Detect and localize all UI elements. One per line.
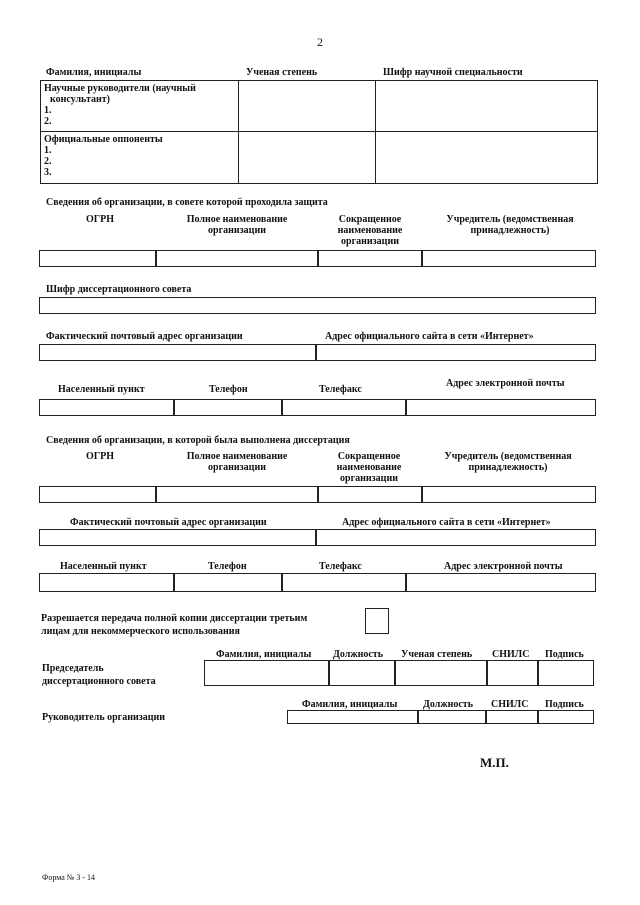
defense-org-title: Сведения об организации, в совете которой проходила защита: [46, 197, 328, 208]
work-org-founder-field[interactable]: [422, 486, 596, 503]
work-org-email-label: Адрес электронной почты: [444, 561, 563, 572]
head-signature-field[interactable]: [538, 710, 594, 724]
work-org-email-field[interactable]: [406, 573, 596, 592]
opponent-1: 1.: [44, 145, 52, 156]
defense-org-site-label: Адрес официального сайта в сети «Интернет»: [325, 331, 534, 342]
work-org-postal-label: Фактический почтовый адрес организации: [70, 517, 267, 528]
defense-org-ogrn-label: ОГРН: [85, 214, 115, 225]
chair-degree-field[interactable]: [395, 660, 487, 686]
work-org-short-name-line1: Сокращенное: [337, 451, 401, 462]
work-org-founder-label: [428, 451, 588, 473]
head-col-position: Должность: [423, 699, 474, 710]
head-col-signature: Подпись: [545, 699, 584, 710]
defense-org-full-name-field[interactable]: [156, 250, 318, 267]
work-org-title: Сведения об организации, в которой была выполнена диссертация: [46, 435, 350, 446]
opponent-2: 2.: [44, 156, 52, 167]
defense-org-phone-label: Телефон: [209, 384, 248, 395]
chair-col-signature: Подпись: [545, 649, 584, 660]
work-org-phone-field[interactable]: [174, 573, 282, 592]
defense-org-founder-field[interactable]: [422, 250, 596, 267]
head-snils-field[interactable]: [486, 710, 538, 724]
work-org-founder-line2: принадлежность): [468, 462, 548, 473]
defense-org-city-field[interactable]: [39, 399, 174, 416]
defense-org-short-name-label: [320, 214, 420, 247]
header-specialty-code: Шифр научной специальности: [383, 67, 523, 78]
council-code-field[interactable]: [39, 297, 596, 314]
defense-org-fax-field[interactable]: [282, 399, 406, 416]
chair-signature-field[interactable]: [538, 660, 594, 686]
council-code-label: Шифр диссертационного совета: [46, 284, 192, 295]
work-org-city-label: Населенный пункт: [60, 561, 147, 572]
defense-org-full-name-line2: организации: [208, 225, 266, 236]
chair-snils-field[interactable]: [487, 660, 538, 686]
defense-org-founder-line1: Учредитель (ведомственная: [446, 214, 574, 225]
head-position-field[interactable]: [418, 710, 486, 724]
head-surname-field[interactable]: [287, 710, 418, 724]
permission-line1: Разрешается передача полной копии диссертации третьим: [41, 613, 308, 624]
work-org-ogrn-label: ОГРН: [85, 451, 115, 462]
defense-org-site-field[interactable]: [316, 344, 596, 361]
work-org-full-name-field[interactable]: [156, 486, 318, 503]
chair-label-line1: Председатель: [42, 663, 104, 674]
head-col-surname: Фамилия, инициалы: [302, 699, 398, 710]
chair-surname-field[interactable]: [204, 660, 329, 686]
supervisor-2: 2.: [44, 116, 52, 127]
defense-org-city-label: Населенный пункт: [58, 384, 145, 395]
work-org-ogrn-field[interactable]: [39, 486, 156, 503]
header-surname: Фамилия, инициалы: [46, 67, 142, 78]
chair-label: [42, 662, 156, 688]
form-number: Форма № 3 - 14: [42, 873, 96, 882]
head-label: Руководитель организации: [42, 712, 166, 723]
defense-org-short-name-line1: Сокращенное: [338, 214, 402, 225]
defense-org-phone-field[interactable]: [174, 399, 282, 416]
people-col-divider-1: [238, 80, 239, 184]
work-org-phone-label: Телефон: [208, 561, 247, 572]
defense-org-postal-label: Фактический почтовый адрес организации: [46, 331, 243, 342]
header-degree: Ученая степень: [246, 67, 318, 78]
chair-col-position: Должность: [333, 649, 384, 660]
supervisors-label-line2: консультант): [50, 94, 111, 105]
work-org-short-name-line2: наименование: [336, 462, 402, 473]
stamp-place: М.П.: [480, 755, 509, 770]
chair-col-surname: Фамилия, инициалы: [216, 649, 312, 660]
people-row-divider: [40, 131, 598, 132]
head-col-snils: СНИЛС: [491, 699, 529, 710]
work-org-short-name-label: [319, 451, 419, 484]
work-org-full-name-line2: организации: [208, 462, 266, 473]
supervisors-cell: [44, 83, 196, 127]
chair-col-snils: СНИЛС: [492, 649, 530, 660]
defense-org-postal-field[interactable]: [39, 344, 316, 361]
work-org-postal-field[interactable]: [39, 529, 316, 546]
permission-line2: лицам для некоммерческого использования: [41, 626, 240, 637]
chair-position-field[interactable]: [329, 660, 395, 686]
work-org-city-field[interactable]: [39, 573, 174, 592]
permission-text: [41, 612, 307, 638]
chair-label-line2: диссертационного совета: [42, 676, 156, 687]
defense-org-short-name-field[interactable]: [318, 250, 422, 267]
supervisor-1: 1.: [44, 105, 52, 116]
defense-org-founder-line2: принадлежность): [470, 225, 550, 236]
defense-org-short-name-line3: организации: [341, 236, 399, 247]
opponents-cell: [44, 134, 163, 178]
defense-org-full-name-label: [167, 214, 307, 236]
opponents-label: Официальные оппоненты: [44, 134, 163, 145]
supervisors-label-line1: Научные руководители (научный: [44, 83, 196, 94]
work-org-short-name-field[interactable]: [318, 486, 422, 503]
work-org-full-name-line1: Полное наименование: [186, 451, 288, 462]
opponent-3: 3.: [44, 167, 52, 178]
defense-org-email-label: Адрес электронной почты: [446, 378, 565, 389]
defense-org-email-field[interactable]: [406, 399, 596, 416]
page-number: 2: [317, 35, 323, 49]
chair-col-degree: Ученая степень: [401, 649, 473, 660]
work-org-site-field[interactable]: [316, 529, 596, 546]
work-org-site-label: Адрес официального сайта в сети «Интернет»: [342, 517, 551, 528]
defense-org-founder-label: [430, 214, 590, 236]
defense-org-fax-label: Телефакс: [319, 384, 362, 395]
work-org-fax-field[interactable]: [282, 573, 406, 592]
defense-org-short-name-line2: наименование: [337, 225, 403, 236]
work-org-founder-line1: Учредитель (ведомственная: [444, 451, 572, 462]
people-col-divider-2: [375, 80, 376, 184]
defense-org-full-name-line1: Полное наименование: [186, 214, 288, 225]
work-org-fax-label: Телефакс: [319, 561, 362, 572]
permission-checkbox[interactable]: [365, 608, 389, 634]
work-org-short-name-line3: организации: [340, 473, 398, 484]
work-org-full-name-label: [167, 451, 307, 473]
defense-org-ogrn-field[interactable]: [39, 250, 156, 267]
